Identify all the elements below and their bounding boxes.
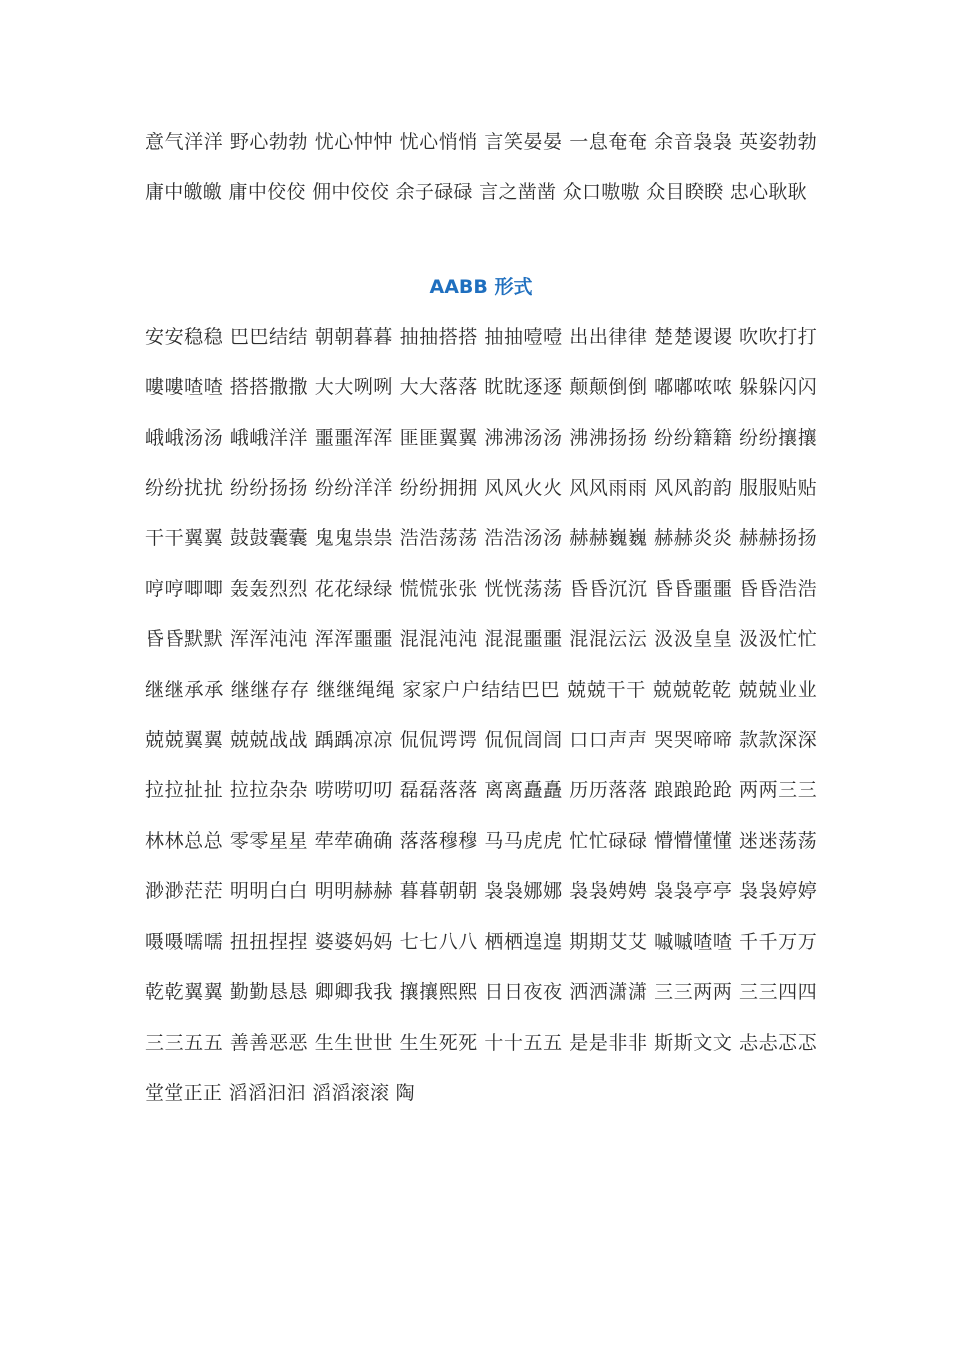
document-page [145, 117, 817, 1118]
idiom-list-paragraph: 意气洋洋 野心勃勃 忧心忡忡 忧心悄悄 言笑晏晏 一息奄奄 余音袅袅 英姿勃勃 庸中皦皦 庸中佼佼 佣中佼佼 余子碌碌 言之凿凿 众口嗷嗷 众目睽睽 忠心耿耿 [145, 131, 817, 204]
section-heading: AABB 形式 [429, 275, 533, 298]
aabb-idiom-list-paragraph: 安安稳稳 巴巴结结 朝朝暮暮 抽抽搭搭 抽抽噎噎 出出律律 楚楚谡谡 吹吹打打 嘍嘍喳喳 搭搭撒撒 大大咧咧 大大落落 眈眈逐逐 颠颠倒倒 嘟嘟哝哝 躲躲闪闪 峨峨汤汤 峨峨洋洋 噩噩浑浑 匪匪翼翼 沸沸汤汤 沸沸扬扬 纷纷籍籍 纷纷攘攘 纷纷扰扰 纷纷扬扬 纷纷洋洋 纷纷拥拥 风风火火 风风雨雨 风风韵韵 服服贴贴 干干翼翼 鼓鼓囊囊 鬼鬼祟祟 浩浩荡荡 浩浩汤汤 赫赫巍巍 赫赫炎炎 赫赫扬扬 哼哼唧唧 轰轰烈烈 花花绿绿 慌慌张张 恍恍荡荡 昏昏沉沉 昏昏噩噩 昏昏浩浩 昏昏默默 浑浑沌沌 浑浑噩噩 混混沌沌 混混噩噩 混混沄沄 汲汲皇皇 汲汲忙忙 继继承承 继继存存 继继绳绳 家家户户结结巴巴 兢兢干干 兢兢乾乾 兢兢业业 兢兢翼翼 兢兢战战 踽踽凉凉 侃侃谔谔 侃侃訚訚 口口声声 哭哭啼啼 款款深深 拉拉扯扯 拉拉杂杂 唠唠叨叨 磊磊落落 离离矗矗 历历落落 踉踉跄跄 两两三三 林林总总 零零星星 荦荦确确 落落穆穆 马马虎虎 忙忙碌碌 懵懵懂懂 迷迷荡荡 渺渺茫茫 明明白白 明明赫赫 暮暮朝朝 袅袅娜娜 袅袅娉娉 袅袅亭亭 袅袅婷婷 嗫嗫嚅嚅 扭扭捏捏 婆婆妈妈 七七八八 栖栖遑遑 期期艾艾 嘁嘁喳喳 千千万万 乾乾翼翼 勤勤恳恳 卿卿我我 攘攘熙熙 日日夜夜 洒洒潇潇 三三两两 三三四四 三三五五 善善恶恶 生生世世 生生死死 十十五五 是是非非 斯斯文文 忐忐忑忑 堂堂正正 滔滔汩汩 滔滔滚滚 陶 [145, 325, 817, 1104]
